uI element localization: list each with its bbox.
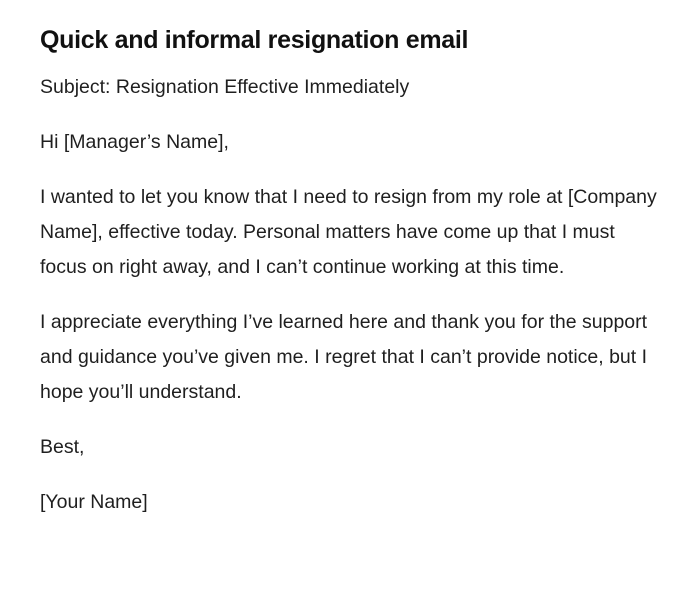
email-body-paragraph-2: I appreciate everything I’ve learned here and thank you for the support and guidance you’ve given me. I regret that I can’t provide notice, but I hope you’ll understand. [40,311,648,403]
email-closing: Best, [40,436,85,458]
email-subject: Subject: Resignation Effective Immediately [40,76,410,98]
email-body-paragraph-1: I wanted to let you know that I need to resign from my role at [Company Name], effective today. Personal matters have come up that I must focus on right away, and I can’t continue working at this time. [40,186,657,278]
email-template [40,22,660,520]
email-greeting: Hi [Manager’s Name], [40,131,229,153]
email-signature: [Your Name] [40,491,148,513]
page-title: Quick and informal resignation email [40,26,469,54]
